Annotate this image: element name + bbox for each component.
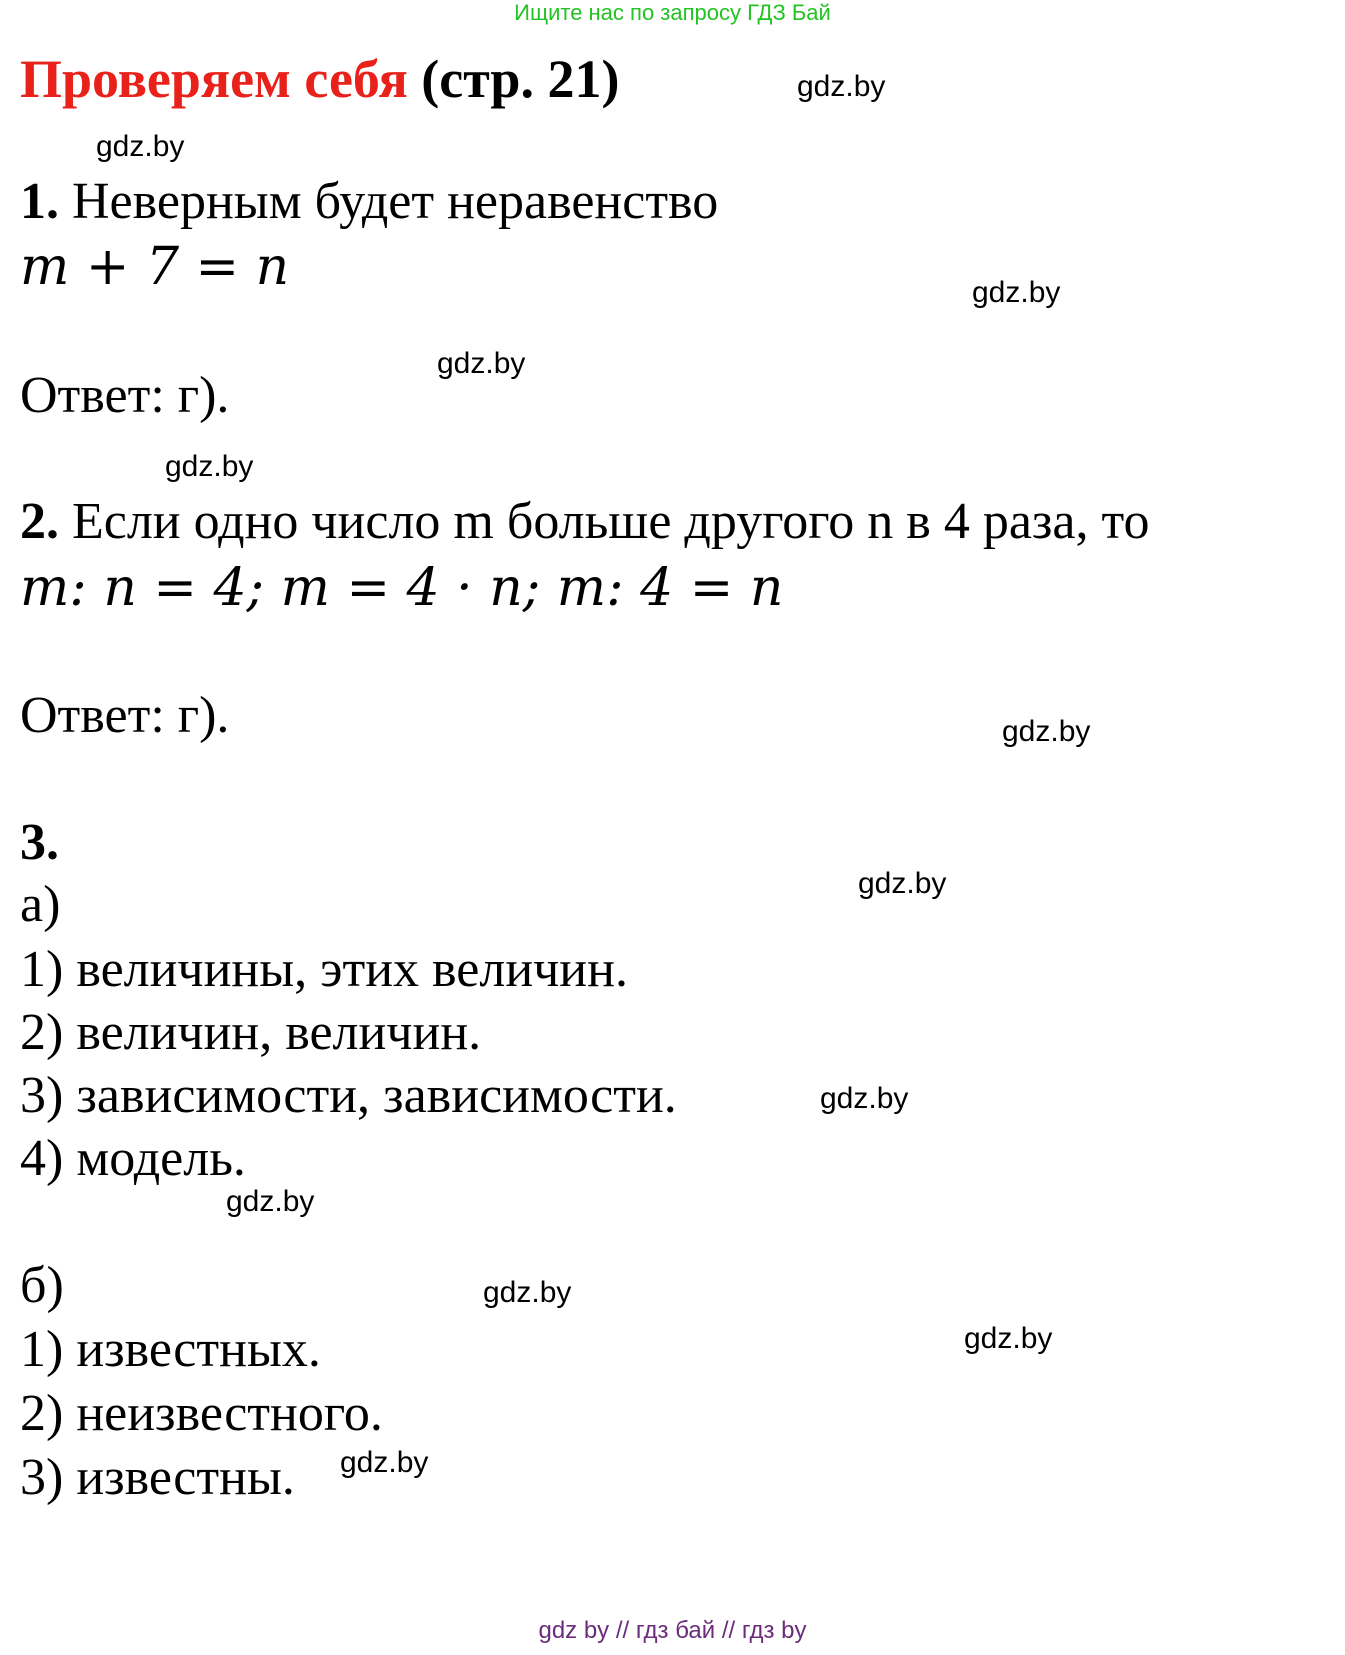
task3-a-item: 4) модель. xyxy=(20,1130,246,1187)
task1-statement xyxy=(20,172,718,231)
task3-a-item: 1) величины, этих величин. xyxy=(20,941,628,998)
task3-b-item: 1) известных. xyxy=(20,1321,321,1378)
top-banner[interactable]: Ищите нас по запросу ГДЗ Бай xyxy=(514,0,831,25)
watermark: gdz.by xyxy=(797,70,886,103)
task3-a-item: 2) величин, величин. xyxy=(20,1004,482,1061)
watermark: gdz.by xyxy=(226,1185,315,1218)
watermark: gdz.by xyxy=(483,1276,572,1309)
watermark: gdz.by xyxy=(964,1322,1053,1355)
task3-part-a-label: а) xyxy=(20,876,61,933)
task1-text: Неверным будет неравенство xyxy=(59,173,719,230)
title-red-part: Проверяем себя xyxy=(20,49,408,109)
watermark: gdz.by xyxy=(96,130,185,163)
title-page-ref: (стр. 21) xyxy=(407,49,620,109)
task2-formula: m: n = 4; m = 4 · n; m: 4 = n xyxy=(20,558,784,618)
task2-statement xyxy=(20,492,1150,551)
watermark: gdz.by xyxy=(972,276,1061,309)
watermark: gdz.by xyxy=(820,1082,909,1115)
task1-number: 1. xyxy=(20,173,59,230)
task1-formula: m + 7 = n xyxy=(20,237,290,297)
task3-b-item: 2) неизвестного. xyxy=(20,1385,383,1442)
task3-part-b-label: б) xyxy=(20,1257,64,1314)
task3-a-item: 3) зависимости, зависимости. xyxy=(20,1067,677,1124)
watermark: gdz.by xyxy=(858,867,947,900)
watermark: gdz.by xyxy=(340,1446,429,1479)
task2-answer: Ответ: г). xyxy=(20,687,230,744)
footer-links[interactable]: gdz by // гдз бай // гдз by xyxy=(538,1617,807,1644)
watermark: gdz.by xyxy=(1002,715,1091,748)
task1-answer: Ответ: г). xyxy=(20,367,230,424)
task3-b-item: 3) известны. xyxy=(20,1449,295,1506)
task3-number: 3. xyxy=(20,814,59,871)
watermark: gdz.by xyxy=(165,450,254,483)
task2-number: 2. xyxy=(20,493,59,550)
page-title xyxy=(20,48,619,110)
watermark: gdz.by xyxy=(437,347,526,380)
task2-text: Если одно число m больше другого n в 4 раза, то xyxy=(59,493,1150,550)
